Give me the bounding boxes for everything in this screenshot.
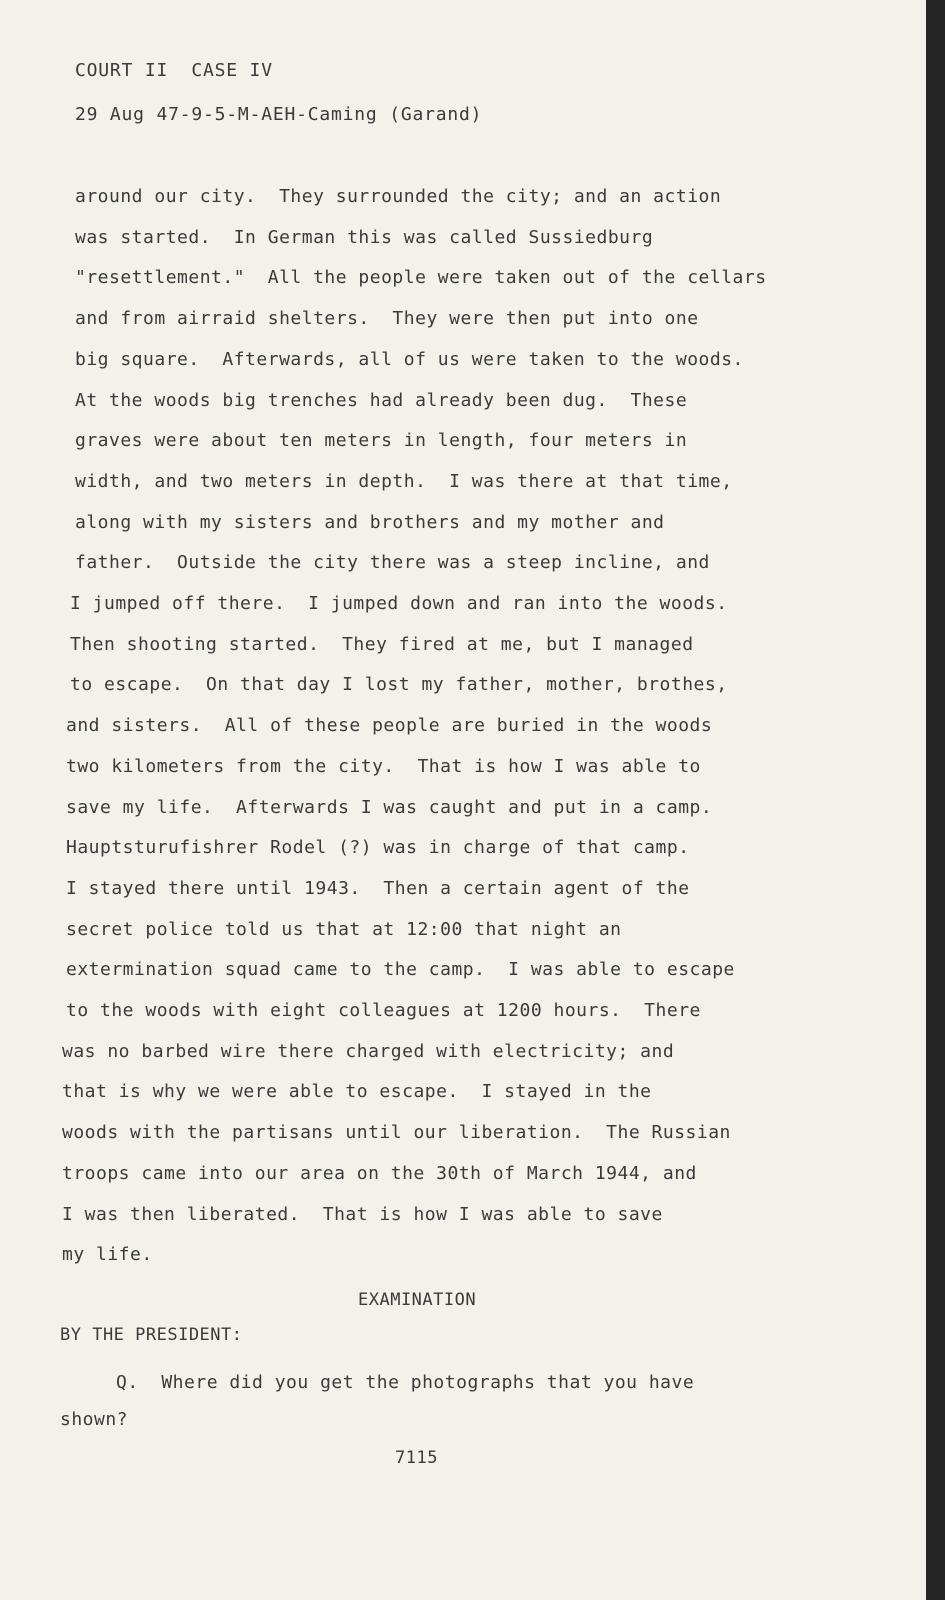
body-line: father. Outside the city there was a steep incline, and <box>75 552 710 573</box>
body-line: that is why we were able to escape. I stayed in the <box>62 1081 652 1102</box>
body-line: save my life. Afterwards I was caught and put in a camp. <box>66 797 713 818</box>
body-line: my life. <box>62 1244 153 1265</box>
body-line: woods with the partisans until our liberation. The Russian <box>62 1122 731 1143</box>
body-line: troops came into our area on the 30th of March 1944, and <box>62 1163 697 1184</box>
body-line: I stayed there until 1943. Then a certain agent of the <box>66 878 690 899</box>
body-line: was no barbed wire there charged with electricity; and <box>62 1041 675 1062</box>
body-line: secret police told us that at 12:00 that night an <box>66 919 622 940</box>
body-line: around our city. They surrounded the city; and an action <box>75 186 722 207</box>
page-number: 7115 <box>395 1448 438 1468</box>
case-header: COURT II CASE IV <box>75 60 273 81</box>
body-line: big square. Afterwards, all of us were taken to the woods. <box>75 349 744 370</box>
body-line: Then shooting started. They fired at me, but I managed <box>70 634 694 655</box>
body-line: Hauptsturufishrer Rodel (?) was in charge of that camp. <box>66 837 690 858</box>
body-line: width, and two meters in depth. I was there at that time, <box>75 471 733 492</box>
body-line: graves were about ten meters in length, four meters in <box>75 430 688 451</box>
body-line: and from airraid shelters. They were then put into one <box>75 308 699 329</box>
body-line: "resettlement." All the people were taken out of the cellars <box>75 267 767 288</box>
body-line: was started. In German this was called Sussiedburg <box>75 227 654 248</box>
body-line: I jumped off there. I jumped down and ran into the woods. <box>70 593 728 614</box>
body-line: along with my sisters and brothers and my mother and <box>75 512 665 533</box>
question-line-2: shown? <box>60 1409 129 1430</box>
body-line: to escape. On that day I lost my father, mother, brothes, <box>70 674 728 695</box>
page-edge-shadow <box>926 0 945 1600</box>
body-line: two kilometers from the city. That is how I was able to <box>66 756 701 777</box>
body-line: to the woods with eight colleagues at 1200 hours. There <box>66 1000 701 1021</box>
body-line: I was then liberated. That is how I was able to save <box>62 1204 663 1225</box>
question-line-1: Q. Where did you get the photographs that you have <box>116 1372 695 1393</box>
examiner-line: BY THE PRESIDENT: <box>60 1325 243 1345</box>
session-header: 29 Aug 47-9-5-M-AEH-Caming (Garand) <box>75 104 483 125</box>
examination-heading: EXAMINATION <box>358 1290 477 1310</box>
body-line: and sisters. All of these people are buried in the woods <box>66 715 713 736</box>
body-line: extermination squad came to the camp. I was able to escape <box>66 959 735 980</box>
body-line: At the woods big trenches had already been dug. These <box>75 390 688 411</box>
